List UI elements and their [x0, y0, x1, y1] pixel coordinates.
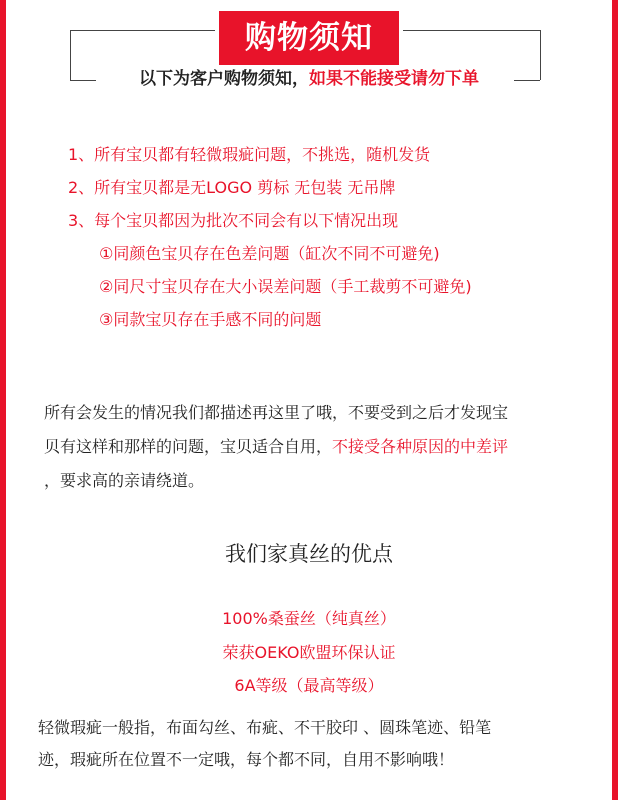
header-subtitle [0, 66, 618, 92]
subtitle-dark: 以下为客户购物须知， [139, 69, 309, 89]
merit-item: 荣获OEKO欧盟环保认证 [222, 643, 396, 662]
flaw-note-line: 迹，瑕疵所在位置不一定哦，每个都不同，自用不影响哦！ [38, 750, 455, 769]
merit-item: 100%桑蚕丝（纯真丝） [222, 609, 396, 628]
notice-warning: 不接受各种原因的中差评 [332, 437, 509, 456]
page-title: 购物须知 [219, 11, 399, 65]
flaw-note [38, 712, 583, 776]
notice-line: ，要求高的亲请绕道。 [44, 471, 205, 490]
notice-line: 所有会发生的情况我们都描述再这里了哦，不要受到之后才发现宝 [44, 403, 509, 422]
subtitle-warning: 如果不能接受请勿下单 [309, 69, 479, 89]
notice-line2-text: 贝有这样和那样的问题，宝贝适合自用， [44, 437, 333, 456]
sub-rule-item: ②同尺寸宝贝存在大小误差问题（手工裁剪不可避免) [99, 277, 472, 296]
notice-paragraph [44, 396, 584, 498]
rule-item: 3、每个宝贝都因为批次不同会有以下情况出现 [68, 211, 399, 230]
sub-rule-item: ③同款宝贝存在手感不同的问题 [99, 310, 322, 329]
rule-item: 1、所有宝贝都有轻微瑕疵问题，不挑选，随机发货 [68, 145, 431, 164]
sub-rule-item: ①同颜色宝贝存在色差问题（缸次不同不可避免) [99, 244, 440, 263]
rule-item: 2、所有宝贝都是无LOGO 剪标 无包装 无吊牌 [68, 178, 396, 197]
merits-title: 我们家真丝的优点 [225, 542, 393, 566]
notice-line [44, 430, 584, 464]
flaw-note-line: 轻微瑕疵一般指，布面勾丝、布疵、不干胶印 、圆珠笔迹、铅笔 [38, 718, 492, 737]
merit-item: 6A等级（最高等级） [234, 676, 384, 695]
